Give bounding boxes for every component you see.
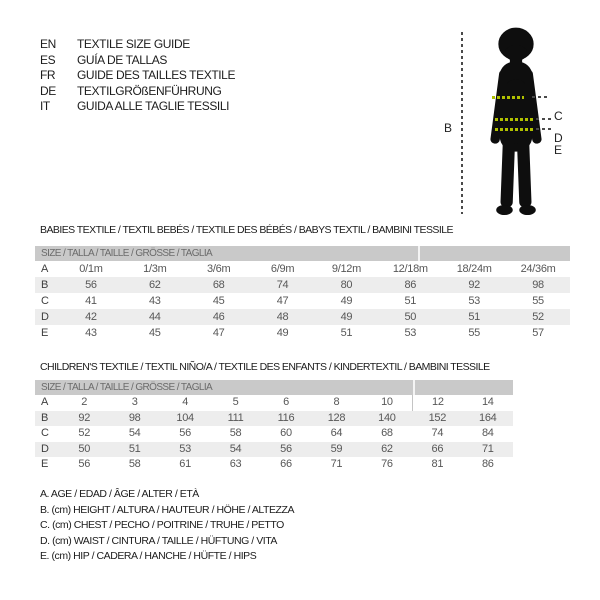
value-cell: 45 <box>148 327 161 339</box>
header-divider <box>418 246 420 261</box>
value-cell: 74 <box>276 279 289 291</box>
value-cell: 5 <box>232 396 239 408</box>
value-cell: 164 <box>479 411 497 424</box>
row-label-cell: E <box>41 458 49 470</box>
row-label-cell: C <box>41 295 49 307</box>
value-cell: 51 <box>340 327 353 339</box>
value-cell: 53 <box>468 295 480 307</box>
value-cell: 128 <box>327 411 346 424</box>
value-cell: 58 <box>229 427 242 439</box>
table-row <box>35 261 570 277</box>
value-cell: 140 <box>378 411 396 424</box>
table-row <box>35 309 570 325</box>
value-cell: 47 <box>276 295 289 307</box>
table-row <box>35 277 570 293</box>
value-cell: 98 <box>532 279 544 291</box>
children-size-header-text: SIZE / TALLA / TAILLE / GRÖSSE / TAGLIA <box>41 382 213 393</box>
babies-table <box>35 261 570 341</box>
value-cell: 10 <box>381 396 393 408</box>
value-cell: 43 <box>148 295 161 307</box>
value-cell: 52 <box>78 427 91 439</box>
value-cell: 14 <box>481 396 494 408</box>
legend-list <box>40 487 294 565</box>
language-label: GUÍA DE TALLAS <box>77 52 167 67</box>
value-cell: 50 <box>404 311 417 323</box>
babies-size-header-text: SIZE / TALLA / TAILLE / GRÖSSE / TAGLIA <box>41 248 213 259</box>
value-cell: 6 <box>283 396 289 408</box>
language-label: TEXTILE SIZE GUIDE <box>77 37 190 51</box>
value-cell: 63 <box>229 458 242 470</box>
language-label: GUIDE DES TAILLES TEXTILE <box>77 68 236 82</box>
table-row <box>35 325 570 341</box>
value-cell: 1/3m <box>143 263 167 275</box>
value-cell: 9/12m <box>331 263 361 275</box>
value-cell: 49 <box>340 311 353 323</box>
value-cell: 49 <box>276 327 289 339</box>
value-cell: 3 <box>131 396 138 408</box>
value-cell: 53 <box>179 442 191 455</box>
value-cell: 50 <box>78 442 91 455</box>
value-cell: 47 <box>212 327 225 339</box>
row-label-cell: E <box>41 327 49 339</box>
children-size-header <box>35 380 513 395</box>
value-cell: 152 <box>428 411 447 424</box>
height-label: B <box>444 121 453 135</box>
legend-item: D. (cm) WAIST / CINTURA / TAILLE / HÜFTUNG / VITA <box>40 534 277 547</box>
value-cell: 54 <box>128 427 141 439</box>
value-cell: 51 <box>128 442 141 455</box>
value-cell: 12/18m <box>392 263 428 275</box>
language-row <box>40 84 235 100</box>
value-cell: 42 <box>85 311 97 323</box>
row-label-cell: D <box>41 442 49 455</box>
measurement-figure <box>440 20 600 232</box>
language-row <box>40 99 235 115</box>
legend-item: E. (cm) HIP / CADERA / HANCHE / HÜFTE / HIPS <box>40 550 257 562</box>
children-table <box>35 395 513 473</box>
language-row <box>40 53 235 69</box>
value-cell: 45 <box>212 295 225 307</box>
value-cell: 80 <box>340 279 353 291</box>
value-cell: 3/6m <box>207 263 231 275</box>
value-cell: 59 <box>330 442 343 455</box>
language-row <box>40 37 235 53</box>
hip-label: E <box>554 143 563 157</box>
row-label-cell: A <box>41 396 49 408</box>
chest-label: C <box>554 109 563 123</box>
legend-item: A. AGE / EDAD / ÂGE / ALTER / ETÀ <box>40 488 199 500</box>
value-cell: 55 <box>532 295 544 307</box>
value-cell: 52 <box>532 311 544 323</box>
value-cell: 43 <box>85 327 97 339</box>
hip-leader-line <box>536 128 551 130</box>
language-label: GUIDA ALLE TAGLIE TESSILI <box>77 99 230 113</box>
value-cell: 51 <box>404 295 417 307</box>
value-cell: 68 <box>381 427 393 439</box>
value-cell: 92 <box>78 411 91 424</box>
value-cell: 57 <box>532 327 544 339</box>
value-cell: 58 <box>128 458 141 470</box>
value-cell: 2 <box>81 396 88 408</box>
value-cell: 71 <box>330 458 343 470</box>
chest-leader-line <box>532 96 549 98</box>
value-cell: 111 <box>227 411 244 424</box>
waist-leader-line <box>536 118 551 120</box>
value-cell: 104 <box>176 411 194 424</box>
table-row <box>35 457 513 473</box>
value-cell: 48 <box>276 311 289 323</box>
table-row <box>35 293 570 309</box>
value-cell: 4 <box>182 396 189 408</box>
value-cell: 54 <box>229 442 242 455</box>
language-code: EN <box>40 37 56 51</box>
value-cell: 84 <box>481 427 494 439</box>
language-code: IT <box>40 99 50 113</box>
table-row <box>35 442 513 458</box>
row-label-cell: D <box>41 311 49 323</box>
row-label-cell: B <box>41 279 49 291</box>
value-cell: 56 <box>179 427 191 439</box>
value-cell: 62 <box>148 279 161 291</box>
value-cell: 92 <box>468 279 480 291</box>
babies-size-header <box>35 246 570 261</box>
value-cell: 71 <box>481 442 494 455</box>
value-cell: 41 <box>85 295 97 307</box>
value-cell: 60 <box>280 427 292 439</box>
value-cell: 18/24m <box>456 263 492 275</box>
header-divider <box>413 380 415 395</box>
value-cell: 66 <box>431 442 444 455</box>
children-section-title: CHILDREN'S TEXTILE / TEXTIL NIÑO/A / TEXTILE DES ENFANTS / KINDERTEXTIL / BAMBINI TESSILE <box>40 361 490 373</box>
legend-item: B. (cm) HEIGHT / ALTURA / HAUTEUR / HÖHE / ALTEZZA <box>40 503 295 516</box>
value-cell: 53 <box>404 327 417 339</box>
value-cell: 8 <box>333 396 340 408</box>
language-code: FR <box>40 68 56 82</box>
row-label-cell: A <box>41 263 49 275</box>
value-cell: 0/1m <box>79 263 103 275</box>
language-code: DE <box>40 83 56 98</box>
value-cell: 68 <box>212 279 225 291</box>
value-cell: 62 <box>381 442 393 455</box>
value-cell: 98 <box>128 411 141 424</box>
babies-section-title: BABIES TEXTILE / TEXTIL BEBÉS / TEXTILE DES BÉBÉS / BABYS TEXTIL / BAMBINI TESSILE <box>40 224 453 236</box>
waist-measure-line <box>495 118 533 121</box>
table-row <box>35 426 513 442</box>
value-cell: 86 <box>404 279 417 291</box>
chest-measure-line <box>492 96 524 99</box>
value-cell: 74 <box>431 427 444 439</box>
value-cell: 49 <box>340 295 353 307</box>
language-label: TEXTILGRÖßENFÜHRUNG <box>77 83 222 98</box>
language-list <box>40 37 235 115</box>
value-cell: 6/9m <box>270 263 295 275</box>
row-label-cell: C <box>41 427 49 439</box>
hip-measure-line <box>495 128 533 131</box>
table-row <box>35 395 513 411</box>
value-cell: 46 <box>212 311 225 323</box>
value-cell: 116 <box>277 411 295 424</box>
value-cell: 86 <box>481 458 494 470</box>
value-cell: 56 <box>280 442 292 455</box>
language-code: ES <box>40 52 56 67</box>
value-cell: 61 <box>179 458 191 470</box>
value-cell: 64 <box>330 427 343 439</box>
height-measure-line <box>461 32 463 214</box>
value-cell: 51 <box>468 311 480 323</box>
value-cell: 55 <box>468 327 480 339</box>
row-label-cell: B <box>41 411 49 424</box>
value-cell: 24/36m <box>520 263 556 275</box>
language-row <box>40 68 235 84</box>
value-cell: 56 <box>85 279 97 291</box>
waist-label: D <box>554 131 563 145</box>
value-cell: 81 <box>431 458 444 470</box>
value-cell: 44 <box>148 311 161 323</box>
legend-item: C. (cm) CHEST / PECHO / POITRINE / TRUHE / PETTO <box>40 519 284 531</box>
value-cell: 76 <box>381 458 393 470</box>
value-cell: 56 <box>78 458 91 470</box>
value-cell: 66 <box>280 458 292 470</box>
table-row <box>35 411 513 427</box>
value-cell: 12 <box>412 395 462 411</box>
child-silhouette-icon <box>480 22 552 222</box>
